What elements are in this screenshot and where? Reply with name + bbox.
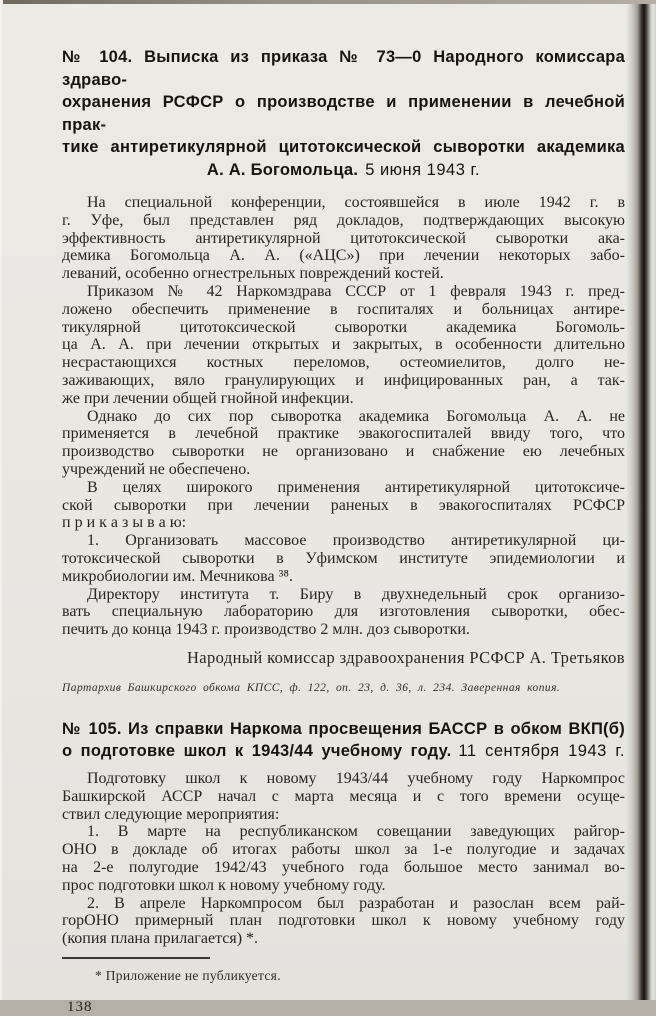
text-line: несрастающихся костных переломов, остеомиелитов, долго не- — [62, 354, 625, 372]
text-line: (копия плана прилагается) *. — [62, 930, 259, 948]
text-line: 1. Организовать массовое производство антиретикулярной ци- — [87, 532, 625, 550]
text-line: эффективность антиретикулярной цитотоксической сыворотки ака- — [62, 229, 625, 247]
footnote-rule — [62, 957, 210, 959]
text-line: ца А. А. при лечении открытых и закрытых, в особенности длительно — [62, 336, 625, 354]
text-line: Однако до сих пор сыворотка академика Богомольца А. А. не — [87, 407, 625, 425]
text-line: Башкирской АССР начал с марта месяца и с того времени осуще- — [62, 787, 625, 805]
heading-line — [62, 159, 625, 182]
heading-title-end: А. А. Богомольца. — [206, 160, 359, 179]
text-line: г. Уфе, был представлен ряд докладов, подтверждающих высокую — [62, 211, 625, 229]
text-line: ОНО в докладе об итогах работы школ за 1-е полугодие и задачах — [62, 841, 625, 859]
text-line: прос подготовки школ к новому учебному году. — [62, 876, 386, 894]
text-line: 1. В марте на республиканском совещании заведующих райгор- — [87, 823, 625, 841]
doc104-heading — [62, 46, 625, 181]
paragraph — [62, 408, 625, 479]
heading-date: 11 сентября 1943 г. — [458, 742, 625, 761]
signature: Народный комиссар здравоохранения РСФСР А. Третьяков — [186, 647, 625, 667]
footnote: * Приложение не публикуется. — [95, 967, 281, 983]
paragraph — [62, 586, 625, 639]
text-line: Подготовку школ к новому 1943/44 учебному году Наркомпрос — [87, 769, 625, 787]
text-line: Директору института т. Биру в двухнедельный срок организо- — [87, 585, 625, 603]
text-line: на 2-е полугодие 1942/43 учебного года большое место занимал во- — [62, 858, 625, 876]
paragraph — [62, 823, 625, 894]
text-line: учреждений не обеспечено. — [62, 460, 251, 478]
text-line: В целях широкого применения антиретикулярной цитотоксиче- — [87, 478, 625, 496]
archive-reference: Партархив Башкирского обкома КПСС, ф. 122, оп. 23, д. 36, л. 234. Заверенная копия. — [62, 681, 561, 694]
text-line: На специальной конференции, состоявшейся в июле 1942 г. в — [87, 194, 625, 211]
heading-line: № 104. Выписка из приказа № 73—0 Народного комиссара здраво- — [62, 48, 625, 89]
text-line: Приказом № 42 Наркомздрава СССР от 1 февраля 1943 г. пред- — [87, 282, 625, 300]
document-105 — [62, 718, 625, 948]
paragraph — [62, 532, 625, 585]
text-line: применяется в лечебной практике эвакогоспиталей ввиду того, что — [62, 425, 625, 443]
heading-line — [62, 740, 625, 763]
text-line: п р и к а з ы в а ю: — [62, 514, 187, 532]
paragraph — [62, 283, 625, 408]
heading-date: 5 июня 1943 г. — [365, 160, 481, 179]
heading-line: № 105. Из справки Наркома просвещения БАССР в обком ВКП(б) — [62, 719, 625, 738]
text-line: же при лечении общей гнойной инфекции. — [62, 389, 354, 407]
document-104 — [62, 46, 625, 695]
heading-line: тике антиретикулярной цитотоксической сыворотки академика — [62, 138, 625, 156]
heading-title-end: о подготовке школ к 1943/44 учебному году. — [62, 742, 452, 761]
text-line: ствил следующие мероприятия: — [62, 805, 280, 823]
paragraph — [62, 479, 625, 532]
text-line: леваний, особенно огнестрельных повреждений костей. — [62, 265, 444, 283]
text-line: микробиологии им. Мечникова ³⁸. — [62, 567, 293, 585]
doc105-body — [62, 770, 625, 948]
text-line: тотоксической сыворотки в Уфимском институте эпидемиологии и — [62, 549, 625, 567]
paragraph — [62, 770, 625, 823]
text-line: вать специальную лабораторию для изготовления сыворотки, обес- — [62, 603, 625, 621]
heading-line: охранения РСФСР о производстве и применении в лечебной прак- — [62, 93, 625, 134]
text-line: ложено обеспечить применение в госпиталях и больницах антире- — [62, 300, 625, 318]
text-line: производство сыворотки не организовано и снабжение ею лечебных — [62, 443, 625, 461]
text-line: демика Богомольца А. А. («АЦС») при лечении некоторых забо- — [62, 247, 625, 265]
text-line: заживающих, вяло гранулирующих и инфицированных ран, а так- — [62, 371, 625, 389]
text-line: печить до конца 1943 г. производство 2 млн. доз сыворотки. — [62, 621, 470, 639]
doc105-heading — [62, 718, 625, 763]
text-line: 2. В апреле Наркомпросом был разработан и разослан всем рай- — [87, 894, 625, 912]
text-line: горОНО примерный план подготовки школ к новому учебному году — [62, 912, 625, 930]
text-line: тикулярной цитотоксической сыворотки академика Богомоль- — [62, 318, 625, 336]
paragraph — [62, 895, 625, 948]
page-left-edge — [0, 0, 3, 1000]
text-line: ской сыворотки при лечении раненых в эвакогоспиталях РСФСР — [62, 496, 625, 514]
page-number: 138 — [67, 998, 93, 1015]
paragraph — [62, 194, 625, 283]
